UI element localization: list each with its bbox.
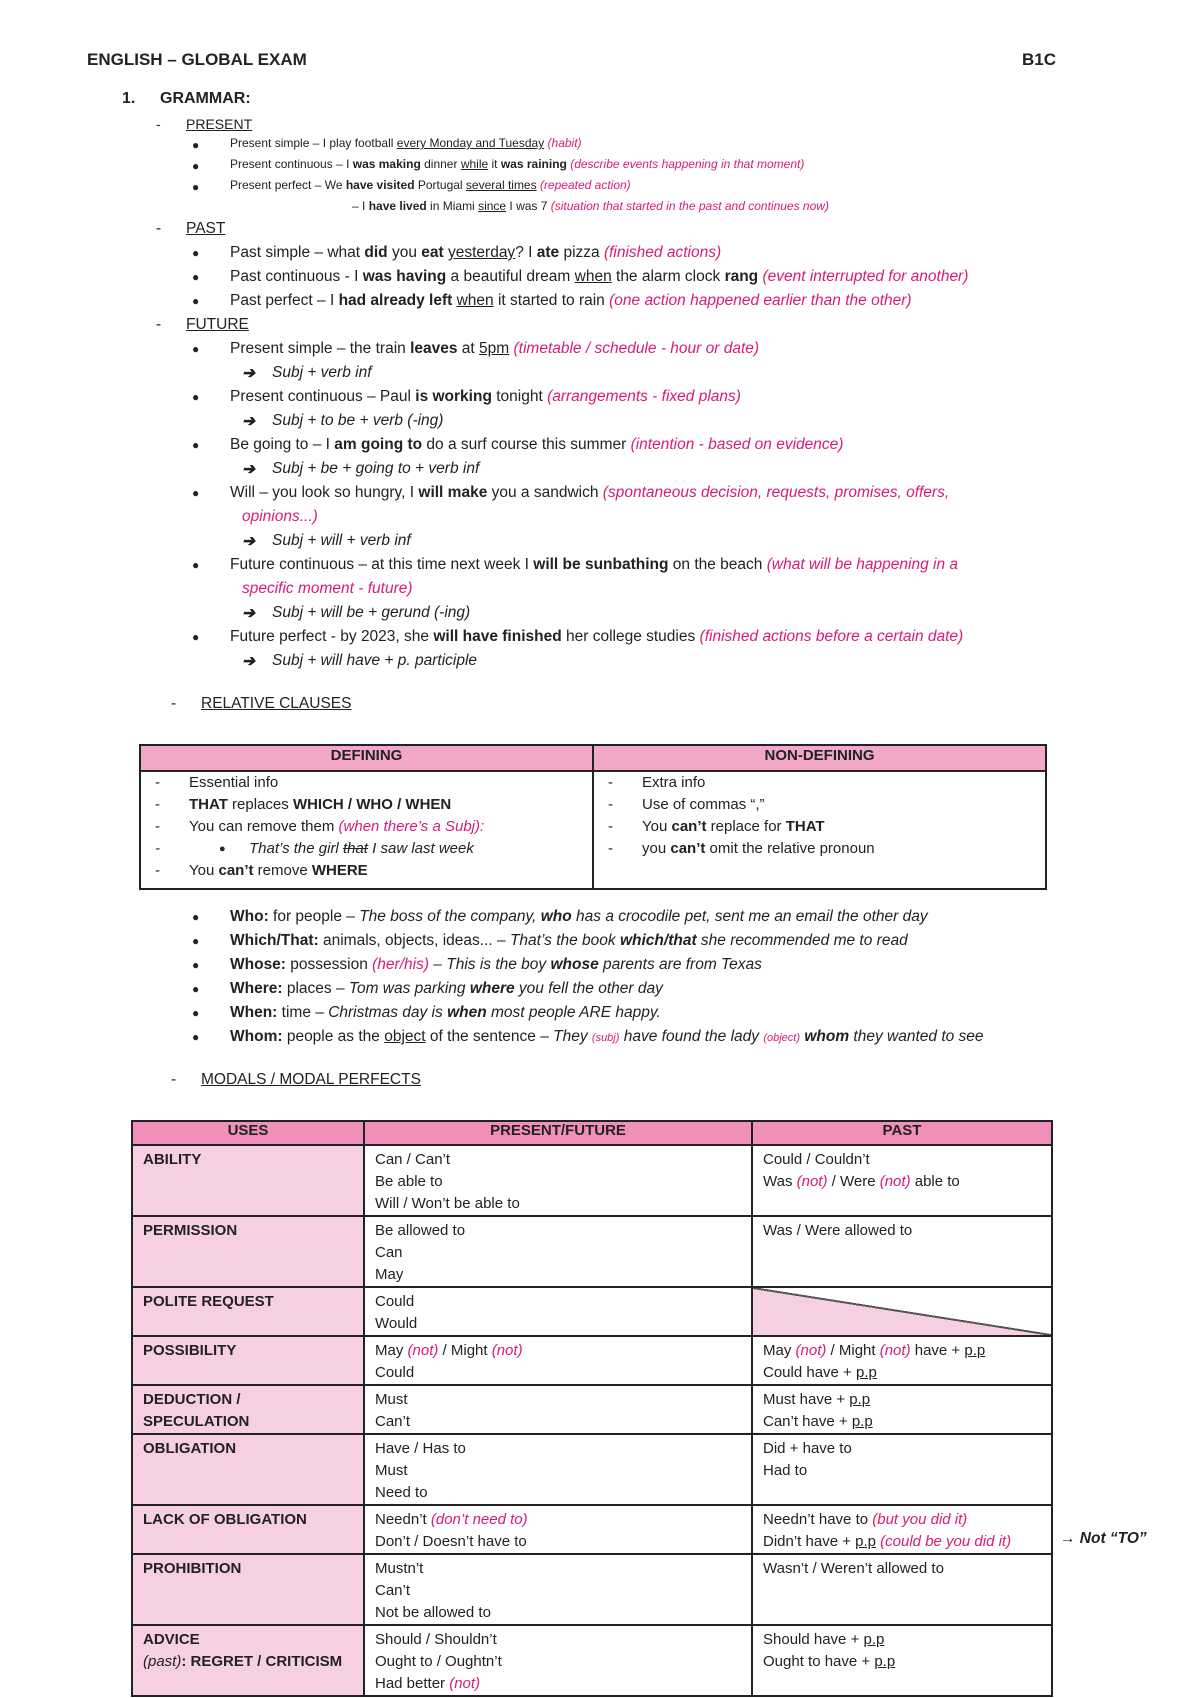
future-present-simple: ● Present simple – the train leaves at 5pm (timetable / schedule - hour or date) <box>230 340 759 358</box>
non-defining-header: NON-DEFINING <box>593 745 1046 771</box>
defining-cell <box>140 771 593 889</box>
table-row <box>132 1505 1052 1554</box>
advice-past: Should have + p.p Ought to have + p.p <box>752 1625 1052 1696</box>
uses-header: USES <box>132 1121 364 1145</box>
present-perfect-2: – I have lived in Miami since I was 7 (situation that started in the past and continues now) <box>352 199 829 213</box>
defining-header: DEFINING <box>140 745 593 771</box>
present-heading: - PRESENT <box>186 116 252 132</box>
use-permission: PERMISSION <box>132 1216 364 1287</box>
future-rule-3: ➔ Subj + be + going to + verb inf <box>272 460 479 478</box>
defining-item: - Essential info <box>141 772 592 794</box>
non-defining-item: - you can’t omit the relative pronoun <box>594 838 1045 860</box>
deduction-present: Must Can’t <box>364 1385 752 1434</box>
future-going-to: ● Be going to – I am going to do a surf course this summer (intention - based on evidence) <box>230 436 843 454</box>
relative-when: ● When: time – Christmas day is when most people ARE happy. <box>230 1004 661 1022</box>
relative-where: ● Where: places – Tom was parking where you fell the other day <box>230 980 663 998</box>
future-rule-6: ➔ Subj + will have + p. participle <box>272 652 477 670</box>
table-row <box>132 1336 1052 1385</box>
permission-past: Was / Were allowed to <box>752 1216 1052 1287</box>
use-possibility: POSSIBILITY <box>132 1336 364 1385</box>
future-rule-5: ➔ Subj + will be + gerund (-ing) <box>272 604 470 622</box>
past-simple: ● Past simple – what did you eat yesterday? I ate pizza (finished actions) <box>230 244 721 262</box>
non-defining-item: - Use of commas “,” <box>594 794 1045 816</box>
defining-example: - ● That’s the girl that I saw last week <box>141 838 592 860</box>
relative-whose: ● Whose: possession (her/his) – This is the boy whose parents are from Texas <box>230 956 762 974</box>
past-perfect: ● Past perfect – I had already left when it started to rain (one action happened earlier than the other) <box>230 292 912 310</box>
relative-clauses-heading: - RELATIVE CLAUSES <box>201 695 351 713</box>
future-rule-1: ➔ Subj + verb inf <box>272 364 372 382</box>
past-heading: - PAST <box>186 220 225 238</box>
section-number: 1. <box>122 90 136 107</box>
future-continuous: ● Future continuous – at this time next week I will be sunbathing on the beach (what will be happening in a <box>230 556 958 574</box>
present-perfect: ● Present perfect – We have visited Portugal several times (repeated action) <box>230 178 631 192</box>
obligation-past: Did + have to Had to <box>752 1434 1052 1505</box>
table-row <box>132 1554 1052 1625</box>
lack-past: Needn’t have to (but you did it) Didn’t have + p.p (could be you did it) <box>752 1505 1052 1554</box>
non-defining-cell <box>593 771 1046 889</box>
non-defining-item: - Extra info <box>594 772 1045 794</box>
non-defining-item: - You can’t replace for THAT <box>594 816 1045 838</box>
future-present-continuous: ● Present continuous – Paul is working tonight (arrangements - fixed plans) <box>230 388 741 406</box>
use-polite-request: POLITE REQUEST <box>132 1287 364 1336</box>
future-will: ● Will – you look so hungry, I will make you a sandwich (spontaneous decision, requests, promises, offers, <box>230 484 949 502</box>
use-lack-of-obligation: LACK OF OBLIGATION <box>132 1505 364 1554</box>
future-heading: - FUTURE <box>186 316 249 334</box>
advice-present: Should / Shouldn’t Ought to / Oughtn’t Had better (not) <box>364 1625 752 1696</box>
deduction-past: Must have + p.p Can’t have + p.p <box>752 1385 1052 1434</box>
ability-past: Could / Couldn’t Was (not) / Were (not) able to <box>752 1145 1052 1216</box>
use-advice: ADVICE (past): REGRET / CRITICISM <box>132 1625 364 1696</box>
future-continuous-cont: specific moment - future) <box>242 580 413 597</box>
present-simple: ● Present simple – I play football every Monday and Tuesday (habit) <box>230 136 582 150</box>
use-deduction: DEDUCTION / SPECULATION <box>132 1385 364 1434</box>
document-title: ENGLISH – GLOBAL EXAM <box>87 50 307 69</box>
future-will-cont: opinions...) <box>242 508 318 525</box>
obligation-present: Have / Has to Must Need to <box>364 1434 752 1505</box>
lack-present: Needn’t (don’t need to) Don’t / Doesn’t have to <box>364 1505 752 1554</box>
relative-which: ● Which/That: animals, objects, ideas... – That’s the book which/that she recommended me to read <box>230 932 908 950</box>
polite-present: Could Would <box>364 1287 752 1336</box>
table-row <box>132 1625 1052 1696</box>
table-row <box>132 1216 1052 1287</box>
future-perfect: ● Future perfect - by 2023, she will have finished her college studies (finished actions before a certain date) <box>230 628 963 646</box>
use-ability: ABILITY <box>132 1145 364 1216</box>
use-prohibition: PROHIBITION <box>132 1554 364 1625</box>
defining-item: - You can’t remove WHERE <box>141 860 592 882</box>
modals-heading: - MODALS / MODAL PERFECTS <box>201 1071 421 1089</box>
future-rule-4: ➔ Subj + will + verb inf <box>272 532 411 550</box>
ability-present: Can / Can’t Be able to Will / Won’t be able to <box>364 1145 752 1216</box>
modals-table <box>131 1120 1053 1697</box>
possibility-past: May (not) / Might (not) have + p.p Could have + p.p <box>752 1336 1052 1385</box>
possibility-present: May (not) / Might (not) Could <box>364 1336 752 1385</box>
table-row <box>132 1385 1052 1434</box>
table-row <box>132 1434 1052 1505</box>
level-label: B1C <box>1022 50 1057 69</box>
defining-item: - You can remove them (when there’s a Subj): <box>141 816 592 838</box>
past-header: PAST <box>752 1121 1052 1145</box>
not-to-note: → Not “TO” <box>1060 1530 1147 1547</box>
section-title: GRAMMAR: <box>160 90 251 107</box>
relative-whom: ● Whom: people as the object of the sentence – They (subj) have found the lady (object) whom they wanted to see <box>230 1028 984 1046</box>
defining-item: - THAT replaces WHICH / WHO / WHEN <box>141 794 592 816</box>
past-continuous: ● Past continuous - I was having a beautiful dream when the alarm clock rang (event interrupted for another) <box>230 268 968 286</box>
future-rule-2: ➔ Subj + to be + verb (-ing) <box>272 412 443 430</box>
use-obligation: OBLIGATION <box>132 1434 364 1505</box>
relative-clauses-table <box>139 744 1047 890</box>
table-row <box>132 1145 1052 1216</box>
permission-present: Be allowed to Can May <box>364 1216 752 1287</box>
present-future-header: PRESENT/FUTURE <box>364 1121 752 1145</box>
prohibition-present: Mustn’t Can’t Not be allowed to <box>364 1554 752 1625</box>
prohibition-past: Wasn’t / Weren’t allowed to <box>752 1554 1052 1625</box>
table-row <box>132 1287 1052 1336</box>
polite-past-empty <box>752 1287 1052 1336</box>
present-continuous: ● Present continuous – I was making dinner while it was raining (describe events happening in that moment) <box>230 157 804 171</box>
relative-who: ● Who: for people – The boss of the company, who has a crocodile pet, sent me an email the other day <box>230 908 928 926</box>
